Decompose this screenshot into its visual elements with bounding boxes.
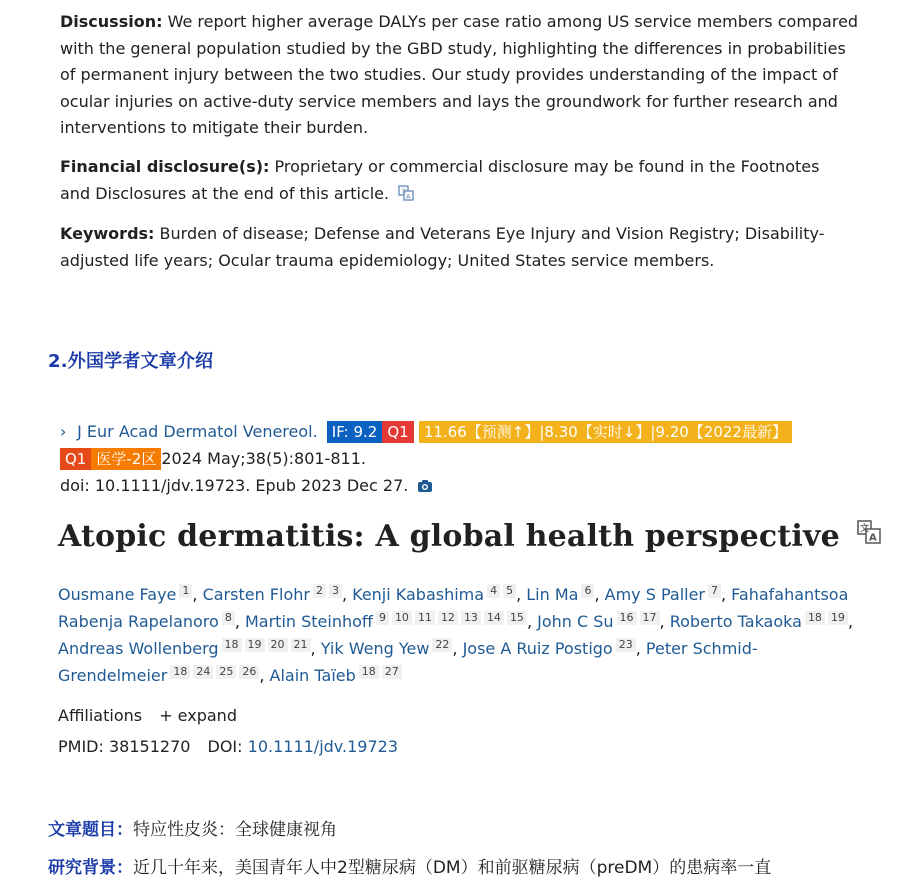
author-name-link[interactable]: Ousmane Faye: [58, 585, 177, 604]
affiliations-label: Affiliations: [58, 706, 143, 725]
cn-title-line: [48, 815, 337, 840]
author-separator: ,: [516, 585, 527, 604]
cn-background-label: 研究背景：: [48, 858, 133, 878]
affiliation-ref[interactable]: 13: [461, 611, 481, 625]
keywords-text: Burden of disease; Defense and Veterans Eye Injury and Vision Registry; Disability-adjusted life years; Ocular trauma epidemiology; United States service members.: [60, 224, 825, 270]
translate-title-icon[interactable]: [857, 520, 881, 544]
publication-date: 2024 May;38(5):801-811.: [161, 449, 366, 468]
affiliation-ref[interactable]: 16: [617, 611, 637, 625]
affiliation-ref[interactable]: 8: [222, 611, 235, 625]
author-name-link[interactable]: Kenji Kabashima: [352, 585, 485, 604]
svg-text:文: 文: [859, 524, 869, 534]
affiliation-ref[interactable]: 10: [392, 611, 412, 625]
financial-text: Proprietary or commercial disclosure may be found in the Footnotes and Disclosures at the end of this article.: [60, 157, 820, 203]
affiliation-ref[interactable]: 18: [359, 665, 379, 679]
affiliation-ref[interactable]: 26: [239, 665, 259, 679]
affiliation-ref[interactable]: 18: [222, 638, 242, 652]
cn-title-label: 文章题目：: [48, 820, 133, 840]
author-entry: [203, 585, 342, 604]
author-separator: ,: [526, 612, 538, 631]
author-name-link[interactable]: Roberto Takaoka: [669, 612, 802, 631]
author-separator: ,: [341, 585, 353, 604]
affiliation-ref[interactable]: 9: [376, 611, 389, 625]
journal-citation: [60, 418, 850, 472]
svg-text:A: A: [406, 192, 411, 200]
affiliation-ref[interactable]: 17: [640, 611, 660, 625]
affiliation-ref[interactable]: 3: [329, 584, 342, 598]
financial-paragraph: [60, 154, 840, 207]
affiliation-ref[interactable]: 25: [216, 665, 236, 679]
impact-factor-badge: IF: 9.2: [327, 421, 383, 443]
author-name-link[interactable]: Amy S Paller: [604, 585, 705, 604]
keywords-label: Keywords:: [60, 224, 155, 243]
author-entry: [58, 585, 192, 604]
pmid-label: PMID:: [58, 737, 104, 756]
financial-label: Financial disclosure(s):: [60, 157, 270, 176]
svg-text:A: A: [868, 532, 877, 544]
affiliation-ref[interactable]: 14: [484, 611, 504, 625]
author-name-link[interactable]: Alain Taïeb: [269, 666, 356, 685]
affiliation-ref[interactable]: 7: [708, 584, 721, 598]
area-badge: 医学-2区: [91, 448, 161, 470]
chevron-right-icon[interactable]: ›: [60, 422, 67, 441]
author-name-link[interactable]: Carsten Flohr: [202, 585, 310, 604]
author-list: [58, 581, 858, 689]
cn-title-text: 特应性皮炎：全球健康视角: [133, 820, 337, 840]
keywords-paragraph: [60, 221, 870, 274]
article-title: [58, 519, 881, 554]
quartile-badge: Q1: [382, 421, 413, 443]
author-separator: ,: [594, 585, 605, 604]
translate-icon[interactable]: [398, 185, 414, 201]
author-name-link[interactable]: Jose A Ruiz Postigo: [462, 639, 613, 658]
author-separator: ,: [452, 639, 463, 658]
expand-affiliations-button[interactable]: + expand: [159, 706, 237, 725]
author-separator: ,: [259, 666, 270, 685]
doi-epub-text: doi: 10.1111/jdv.19723. Epub 2023 Dec 27.: [60, 476, 409, 495]
affiliation-ref[interactable]: 4: [487, 584, 500, 598]
author-separator: ,: [847, 612, 854, 631]
affiliation-ref[interactable]: 24: [193, 665, 213, 679]
affiliation-ref[interactable]: 2: [313, 584, 326, 598]
author-name-link[interactable]: Fahafahantsoa Rabenja Rapelanoro: [58, 585, 849, 631]
discussion-label: Discussion:: [60, 12, 163, 31]
affiliation-ref[interactable]: 23: [616, 638, 636, 652]
affiliation-ref[interactable]: 18: [170, 665, 190, 679]
affiliation-ref[interactable]: 19: [828, 611, 848, 625]
journal-name-link[interactable]: J Eur Acad Dermatol Venereol.: [77, 422, 318, 441]
author-separator: ,: [635, 639, 646, 658]
affiliation-ref[interactable]: 12: [438, 611, 458, 625]
affiliation-ref[interactable]: 18: [805, 611, 825, 625]
author-name-link[interactable]: Martin Steinhoff: [244, 612, 373, 631]
author-entry: [321, 639, 453, 658]
author-entry: [270, 666, 402, 685]
affiliation-ref[interactable]: 11: [415, 611, 435, 625]
author-entry: [670, 612, 848, 631]
affiliation-ref[interactable]: 5: [503, 584, 516, 598]
author-entry: [605, 585, 721, 604]
author-separator: ,: [721, 585, 732, 604]
affiliations-row: [58, 706, 237, 725]
author-separator: ,: [659, 612, 670, 631]
svg-text:文: 文: [400, 187, 407, 195]
affiliation-ref[interactable]: 20: [268, 638, 288, 652]
author-entry: [537, 612, 659, 631]
author-separator: ,: [310, 639, 321, 658]
discussion-text: We report higher average DALYs per case ratio among US service members compared with the general population studied by the GBD study, highlighting the differences in probabilities of permanent injury between the two studies. Our study provides understanding of the impact of ocular injuries on active-duty service members and lays the groundwork for further research and interventions to mitigate their burden.: [60, 12, 859, 137]
author-separator: ,: [192, 585, 203, 604]
pmid-value: 38151270: [108, 737, 191, 756]
identifiers-row: [58, 737, 398, 756]
author-entry: [352, 585, 516, 604]
affiliation-ref[interactable]: 27: [382, 665, 402, 679]
section-title: 2.外国学者文章介绍: [48, 351, 214, 372]
prediction-badge: 11.66【预测↑】|8.30【实时↓】|9.20【2022最新】: [419, 421, 792, 443]
author-name-link[interactable]: John C Su: [537, 612, 614, 631]
doi-link[interactable]: 10.1111/jdv.19723: [247, 737, 399, 756]
camera-icon[interactable]: [417, 479, 433, 493]
author-name-link[interactable]: Peter Schmid-Grendelmeier: [58, 639, 758, 685]
author-separator: ,: [234, 612, 245, 631]
doi-label: DOI:: [207, 737, 243, 756]
discussion-paragraph: [60, 9, 860, 142]
author-name-link[interactable]: Andreas Wollenberg: [58, 639, 219, 658]
cn-background-line: [48, 853, 771, 878]
affiliation-ref[interactable]: 21: [291, 638, 311, 652]
cn-background-text: 近几十年来，美国青年人中2型糖尿病（DM）和前驱糖尿病（preDM）的患病率一直: [133, 858, 772, 878]
affiliation-ref[interactable]: 6: [581, 584, 594, 598]
affiliation-ref[interactable]: 15: [507, 611, 527, 625]
author-name-link[interactable]: Lin Ma: [526, 585, 579, 604]
affiliation-ref[interactable]: 1: [179, 584, 192, 598]
doi-line: [60, 476, 433, 495]
quartile-badge-2: Q1: [60, 448, 91, 470]
author-entry: [526, 585, 594, 604]
author-entry: [245, 612, 527, 631]
author-entry: [463, 639, 636, 658]
author-name-link[interactable]: Yik Weng Yew: [320, 639, 430, 658]
author-entry: [58, 639, 311, 658]
affiliation-ref[interactable]: 22: [432, 638, 452, 652]
article-title-text: Atopic dermatitis: A global health perspective: [58, 519, 840, 554]
affiliation-ref[interactable]: 19: [245, 638, 265, 652]
